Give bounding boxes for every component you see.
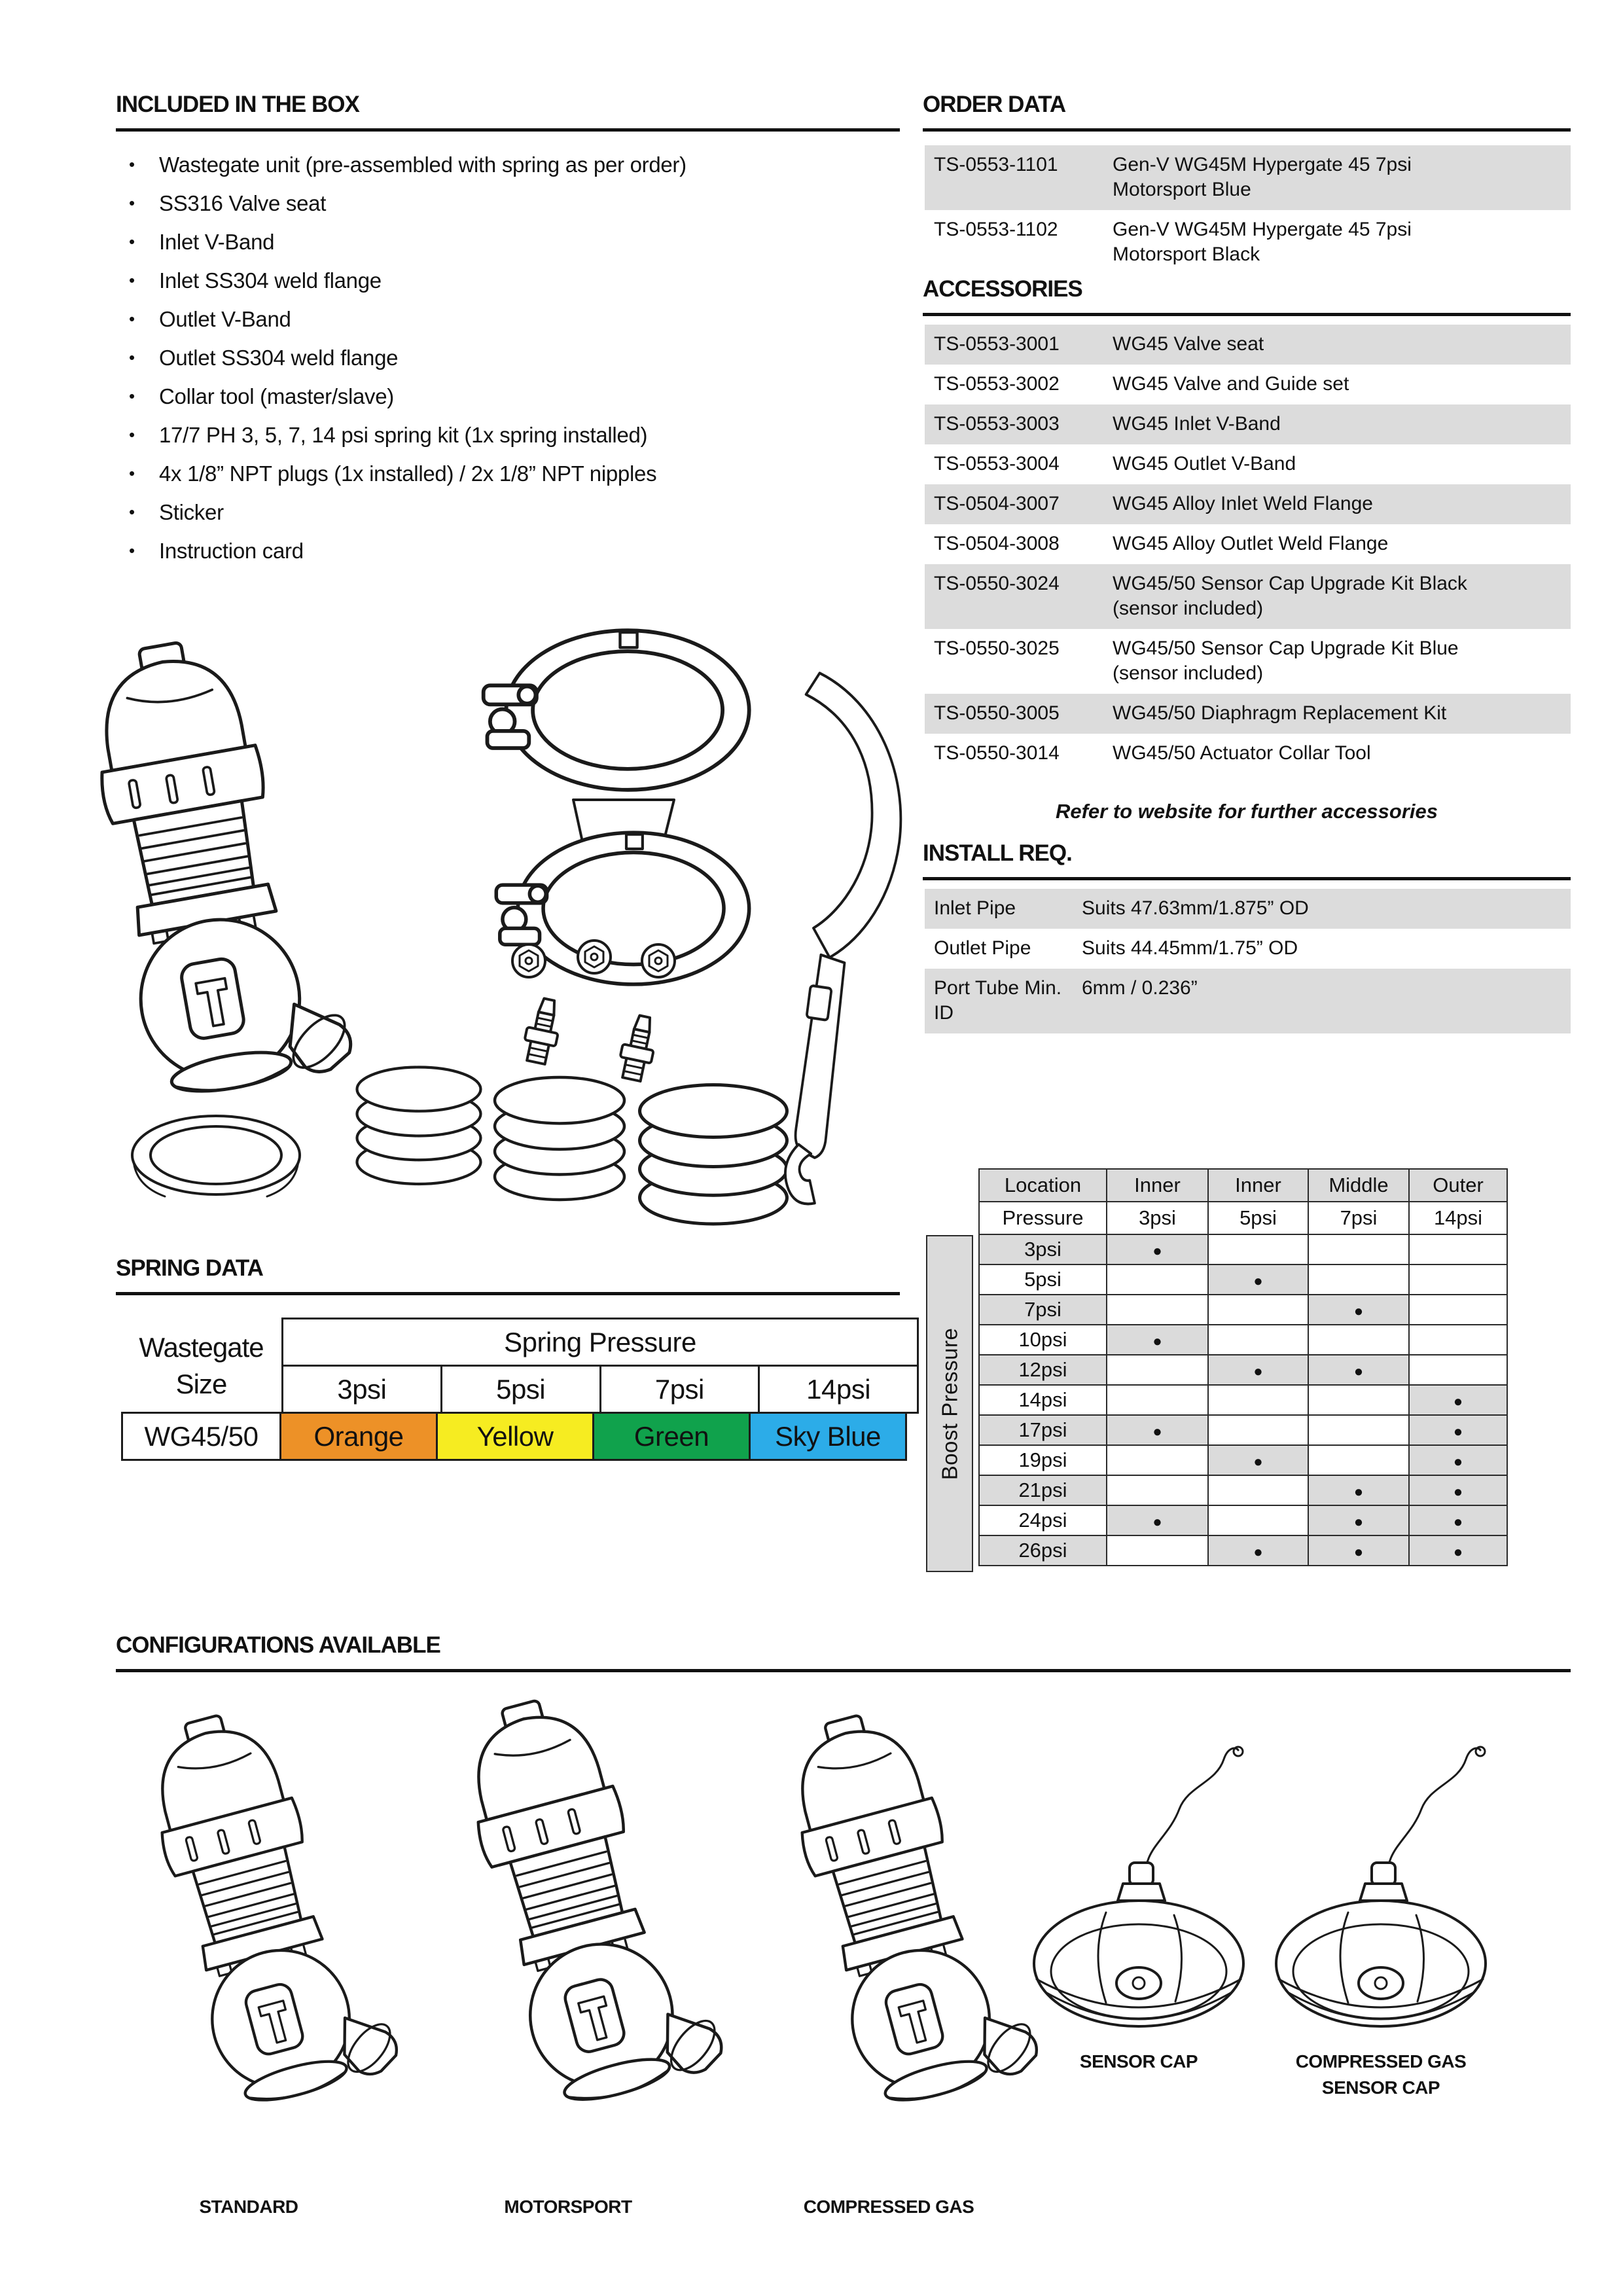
bullet-icon: •	[129, 348, 135, 367]
matrix-dot-cell	[1409, 1505, 1507, 1535]
cell-value: WG45 Outlet V-Band	[1113, 453, 1296, 475]
list-item-text: Sticker	[159, 499, 224, 524]
included-rule	[116, 128, 900, 132]
matrix-empty-cell	[1409, 1265, 1507, 1295]
cell-value: WG45/50 Diaphragm Replacement Kit	[1113, 702, 1447, 724]
matrix-dot-cell	[1409, 1535, 1507, 1566]
matrix-row-label: 19psi	[979, 1445, 1107, 1475]
caption-compressed-gas: COMPRESSED GAS	[803, 2197, 974, 2217]
spring-pressure-header: Spring Pressure	[283, 1319, 918, 1366]
cell-value: Gen-V WG45M Hypergate 45 7psi Motorsport Blue	[1113, 154, 1412, 200]
cell-label: TS-0550-3025	[934, 637, 1060, 659]
exploded-parts-diagram	[52, 602, 916, 1230]
fitted-dot-icon: ●	[1453, 1423, 1463, 1441]
npt-nipple-drawing	[520, 996, 564, 1066]
matrix-empty-cell	[1409, 1325, 1507, 1355]
matrix-dot-cell	[1308, 1475, 1409, 1505]
list-item-text: Inlet SS304 weld flange	[159, 268, 382, 293]
bullet-icon: •	[129, 425, 135, 444]
matrix-empty-cell	[1308, 1325, 1409, 1355]
cell-value: WG45/50 Sensor Cap Upgrade Kit Blue (sensor included)	[1113, 637, 1459, 684]
vband-ring-drawing	[132, 1116, 300, 1196]
standard-wastegate-drawing	[134, 1692, 406, 2113]
boost-pressure-side-label	[926, 1235, 973, 1572]
matrix-empty-cell	[1208, 1385, 1308, 1415]
spring-color-cell: Yellow	[437, 1413, 594, 1460]
spring-psi-header: 7psi	[600, 1366, 759, 1413]
sensor-cap-drawing	[1034, 1747, 1243, 2026]
matrix-dot-cell	[1107, 1415, 1208, 1445]
matrix-subheader-cell: 14psi	[1409, 1202, 1507, 1234]
matrix-empty-cell	[1308, 1445, 1409, 1475]
cell-label: TS-0553-1102	[934, 219, 1058, 240]
cell-label: TS-0550-3014	[934, 742, 1060, 764]
table-row	[925, 210, 1571, 275]
matrix-empty-cell	[1208, 1325, 1308, 1355]
matrix-dot-cell	[1208, 1265, 1308, 1295]
matrix-dot-cell	[1409, 1415, 1507, 1445]
list-item-text: 17/7 PH 3, 5, 7, 14 psi spring kit (1x spring installed)	[159, 422, 648, 447]
matrix-dot-cell	[1409, 1475, 1507, 1505]
matrix-empty-cell	[1308, 1234, 1409, 1265]
matrix-dot-cell	[1308, 1355, 1409, 1385]
matrix-row-label: 10psi	[979, 1325, 1107, 1355]
matrix-empty-cell	[1208, 1415, 1308, 1445]
matrix-empty-cell	[1107, 1295, 1208, 1325]
list-item	[129, 300, 901, 338]
bullet-icon: •	[129, 502, 135, 522]
cell-value: WG45 Alloy Outlet Weld Flange	[1113, 533, 1389, 554]
cell-value: WG45/50 Actuator Collar Tool	[1113, 742, 1371, 764]
matrix-dot-cell	[1107, 1234, 1208, 1265]
bullet-icon: •	[129, 309, 135, 329]
table-row	[925, 564, 1571, 629]
cell-label: TS-0553-3003	[934, 413, 1060, 435]
list-item-text: Collar tool (master/slave)	[159, 384, 394, 408]
motorsport-wastegate-drawing	[449, 1689, 732, 2113]
npt-nipple-drawing	[616, 1013, 660, 1083]
list-item	[129, 454, 901, 493]
bullet-icon: •	[129, 463, 135, 483]
fitted-dot-icon: ●	[1453, 1483, 1463, 1501]
list-item	[129, 184, 901, 223]
table-row	[925, 929, 1571, 969]
table-row	[925, 969, 1571, 1033]
matrix-dot-cell	[1409, 1385, 1507, 1415]
list-item	[129, 377, 901, 416]
spring-drawing	[495, 1077, 624, 1200]
cell-label: TS-0504-3008	[934, 533, 1060, 554]
matrix-dot-cell	[1208, 1445, 1308, 1475]
spring-drawing	[357, 1067, 481, 1185]
spring-psi-header: 3psi	[283, 1366, 442, 1413]
accessories-rule	[923, 313, 1571, 316]
spring-data-title: SPRING DATA	[116, 1255, 263, 1281]
cell-value: Gen-V WG45M Hypergate 45 7psi Motorsport Black	[1113, 219, 1412, 265]
fitted-dot-icon: ●	[1353, 1543, 1364, 1561]
accessories-title: ACCESSORIES	[923, 276, 1082, 302]
fitted-dot-icon: ●	[1353, 1363, 1364, 1380]
matrix-empty-cell	[1308, 1265, 1409, 1295]
cell-value: WG45 Valve seat	[1113, 333, 1264, 355]
fitted-dot-icon: ●	[1453, 1543, 1463, 1561]
fitted-dot-icon: ●	[1152, 1333, 1162, 1350]
table-row	[925, 694, 1571, 734]
list-item	[129, 531, 901, 570]
spring-drawing	[640, 1085, 787, 1225]
order-data-rule	[923, 128, 1571, 132]
list-item	[129, 493, 901, 531]
matrix-row-label: 21psi	[979, 1475, 1107, 1505]
matrix-row-label: 24psi	[979, 1505, 1107, 1535]
fitted-dot-icon: ●	[1152, 1513, 1162, 1531]
fitted-dot-icon: ●	[1253, 1272, 1263, 1290]
matrix-dot-cell	[1409, 1445, 1507, 1475]
matrix-subheader-cell: 3psi	[1107, 1202, 1208, 1234]
matrix-empty-cell	[1409, 1234, 1507, 1265]
matrix-dot-cell	[1308, 1505, 1409, 1535]
cell-label: TS-0550-3024	[934, 573, 1060, 594]
matrix-header-cell: Middle	[1308, 1169, 1409, 1202]
table-row	[925, 365, 1571, 404]
matrix-empty-cell	[1107, 1445, 1208, 1475]
table-row	[925, 889, 1571, 929]
included-title: INCLUDED IN THE BOX	[116, 92, 359, 117]
matrix-empty-cell	[1107, 1355, 1208, 1385]
matrix-empty-cell	[1409, 1355, 1507, 1385]
spring-size-label: WG45/50	[122, 1413, 281, 1460]
table-row	[925, 734, 1571, 774]
spring-color-table	[121, 1412, 907, 1461]
matrix-header-cell: Location	[979, 1169, 1107, 1202]
configurations-title: CONFIGURATIONS AVAILABLE	[116, 1632, 440, 1658]
cell-label: TS-0504-3007	[934, 493, 1060, 514]
cell-label: TS-0550-3005	[934, 702, 1060, 724]
fitted-dot-icon: ●	[1453, 1513, 1463, 1531]
list-item-text: 4x 1/8” NPT plugs (1x installed) / 2x 1/8” NPT nipples	[159, 461, 657, 486]
cell-value: WG45 Alloy Inlet Weld Flange	[1113, 493, 1373, 514]
matrix-empty-cell	[1107, 1385, 1208, 1415]
cell-value: WG45/50 Sensor Cap Upgrade Kit Black (sensor included)	[1113, 573, 1467, 619]
table-row	[925, 404, 1571, 444]
caption-compressed-gas-sensor-cap: COMPRESSED GAS SENSOR CAP	[1295, 2051, 1467, 2098]
table-row	[925, 524, 1571, 564]
list-item	[129, 223, 901, 261]
inlet-clamp-drawing	[484, 630, 749, 790]
cell-label: TS-0553-3004	[934, 453, 1060, 475]
cell-value: Suits 47.63mm/1.875” OD	[1082, 897, 1309, 919]
matrix-empty-cell	[1107, 1535, 1208, 1566]
matrix-subheader-cell: 7psi	[1308, 1202, 1409, 1234]
matrix-empty-cell	[1409, 1295, 1507, 1325]
spring-color-cell: Green	[594, 1413, 750, 1460]
compressed-gas-sensor-cap-drawing	[1276, 1747, 1486, 2026]
bullet-icon: •	[129, 232, 135, 251]
spring-color-cell: Sky Blue	[750, 1413, 906, 1460]
fitted-dot-icon: ●	[1253, 1363, 1263, 1380]
list-item-text: SS316 Valve seat	[159, 190, 327, 215]
spring-psi-header: 14psi	[759, 1366, 918, 1413]
matrix-row-label: 26psi	[979, 1535, 1107, 1566]
spring-psi-header: 5psi	[441, 1366, 600, 1413]
matrix-empty-cell	[1208, 1475, 1308, 1505]
matrix-subheader-cell: Pressure	[979, 1202, 1107, 1234]
install-table	[925, 889, 1571, 1033]
bullet-icon: •	[129, 541, 135, 560]
table-row	[925, 145, 1571, 210]
configurations-diagram	[118, 1689, 1531, 2186]
wastegate-unit-drawing	[79, 624, 360, 1103]
list-item	[129, 338, 901, 377]
table-row	[925, 484, 1571, 524]
fitted-dot-icon: ●	[1453, 1393, 1463, 1410]
spring-color-cell: Orange	[281, 1413, 437, 1460]
matrix-empty-cell	[1107, 1475, 1208, 1505]
matrix-header-cell: Inner	[1208, 1169, 1308, 1202]
list-item	[129, 261, 901, 300]
bullet-icon: •	[129, 386, 135, 406]
configurations-rule	[116, 1669, 1571, 1672]
caption-motorsport: MOTORSPORT	[504, 2197, 632, 2217]
spring-data-rule	[116, 1292, 900, 1295]
matrix-row-label: 12psi	[979, 1355, 1107, 1385]
list-item-text: Instruction card	[159, 538, 304, 563]
fitted-dot-icon: ●	[1152, 1423, 1162, 1441]
list-item-text: Inlet V-Band	[159, 229, 275, 254]
matrix-subheader-cell: 5psi	[1208, 1202, 1308, 1234]
fitted-dot-icon: ●	[1253, 1543, 1263, 1561]
fitted-dot-icon: ●	[1353, 1483, 1364, 1501]
install-req-title: INSTALL REQ.	[923, 840, 1072, 866]
npt-plug-drawing	[578, 941, 611, 973]
matrix-dot-cell	[1107, 1505, 1208, 1535]
table-row	[925, 629, 1571, 694]
matrix-header-cell: Outer	[1409, 1169, 1507, 1202]
matrix-dot-cell	[1208, 1355, 1308, 1385]
matrix-header-cell: Inner	[1107, 1169, 1208, 1202]
cell-label: Port Tube Min. ID	[934, 977, 1062, 1024]
table-row	[925, 325, 1571, 365]
matrix-empty-cell	[1208, 1234, 1308, 1265]
table-row	[925, 444, 1571, 484]
list-item-text: Outlet V-Band	[159, 306, 291, 331]
npt-plug-drawing	[512, 944, 545, 977]
matrix-empty-cell	[1308, 1415, 1409, 1445]
caption-sensor-cap: SENSOR CAP	[1079, 2051, 1198, 2072]
collar-tool-drawing	[785, 673, 901, 1204]
matrix-row-label: 5psi	[979, 1265, 1107, 1295]
cell-label: Inlet Pipe	[934, 897, 1016, 919]
matrix-row-label: 7psi	[979, 1295, 1107, 1325]
bullet-icon: •	[129, 154, 135, 174]
compressed-gas-wastegate-drawing	[774, 1692, 1046, 2113]
caption-standard: STANDARD	[199, 2197, 298, 2217]
matrix-empty-cell	[1107, 1265, 1208, 1295]
install-req-rule	[923, 877, 1571, 880]
boost-matrix-table	[978, 1168, 1508, 1566]
matrix-dot-cell	[1308, 1295, 1409, 1325]
cell-label: TS-0553-1101	[934, 154, 1058, 175]
fitted-dot-icon: ●	[1353, 1302, 1364, 1320]
cell-label: TS-0553-3001	[934, 333, 1060, 355]
fitted-dot-icon: ●	[1152, 1242, 1162, 1260]
bullet-icon: •	[129, 270, 135, 290]
included-list	[129, 145, 901, 570]
matrix-row-label: 14psi	[979, 1385, 1107, 1415]
matrix-empty-cell	[1208, 1295, 1308, 1325]
matrix-dot-cell	[1107, 1325, 1208, 1355]
matrix-dot-cell	[1308, 1535, 1409, 1566]
list-item-text: Outlet SS304 weld flange	[159, 345, 399, 370]
matrix-row-label: 17psi	[979, 1415, 1107, 1445]
cell-label: Outlet Pipe	[934, 937, 1031, 959]
boost-pressure-side-text: Boost Pressure	[937, 1327, 962, 1480]
cell-value: WG45 Valve and Guide set	[1113, 373, 1349, 395]
accessories-note: Refer to website for further accessories	[1055, 800, 1438, 823]
matrix-row-label: 3psi	[979, 1234, 1107, 1265]
fitted-dot-icon: ●	[1453, 1453, 1463, 1471]
fitted-dot-icon: ●	[1353, 1513, 1364, 1531]
spring-header-table	[281, 1318, 919, 1414]
list-item-text: Wastegate unit (pre-assembled with spring as per order)	[159, 152, 687, 177]
matrix-dot-cell	[1208, 1535, 1308, 1566]
cell-label: TS-0553-3002	[934, 373, 1060, 395]
matrix-empty-cell	[1208, 1505, 1308, 1535]
list-item	[129, 145, 901, 184]
matrix-empty-cell	[1308, 1385, 1409, 1415]
accessories-table	[925, 325, 1571, 774]
bullet-icon: •	[129, 193, 135, 213]
list-item	[129, 416, 901, 454]
spring-corner-label: Wastegate Size	[139, 1331, 264, 1399]
fitted-dot-icon: ●	[1253, 1453, 1263, 1471]
cell-value: 6mm / 0.236”	[1082, 977, 1198, 999]
order-table	[925, 145, 1571, 275]
order-data-title: ORDER DATA	[923, 92, 1066, 117]
cell-value: WG45 Inlet V-Band	[1113, 413, 1281, 435]
cell-value: Suits 44.45mm/1.75” OD	[1082, 937, 1298, 959]
npt-plug-drawing	[642, 944, 675, 977]
